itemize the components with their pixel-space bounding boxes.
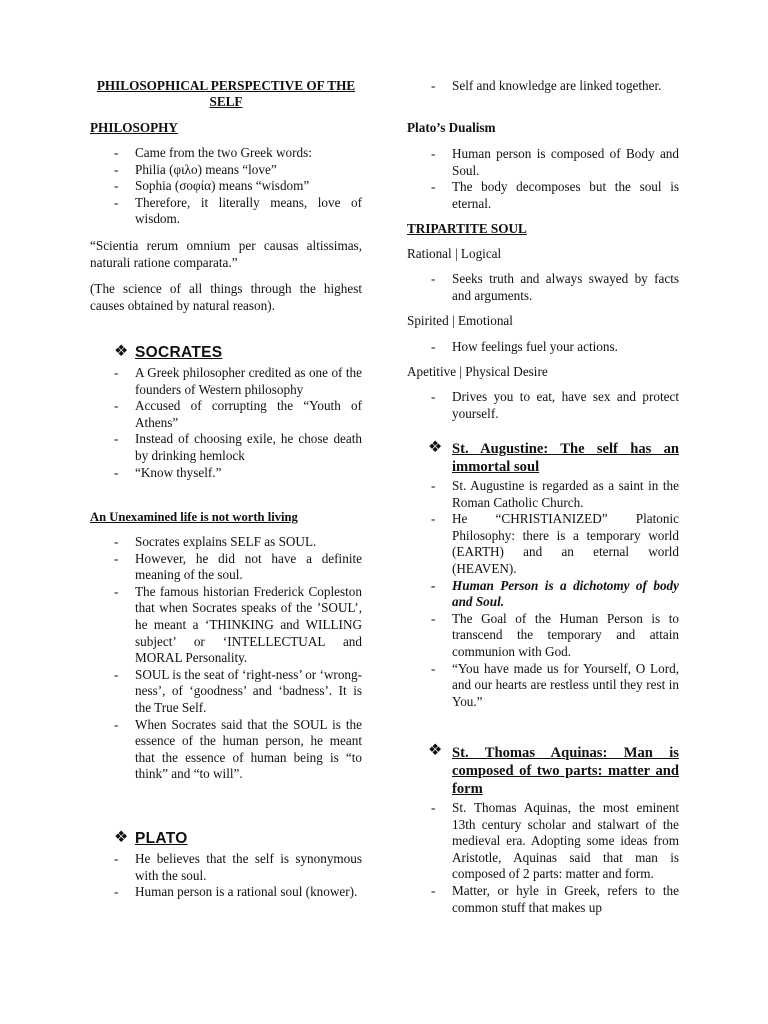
list-item: - Sophia (σοφία) means “wisdom”	[90, 178, 362, 195]
unexamined-heading: An Unexamined life is not worth living	[90, 510, 298, 524]
list-item: - Instead of choosing exile, he chose death by drinking hemlock	[90, 431, 362, 464]
unexamined-list	[90, 534, 362, 783]
spirited-label: Spirited | Emotional	[407, 313, 513, 328]
plato-heading: PLATO	[135, 830, 188, 847]
list-item: - The Goal of the Human Person is to transcend the temporary and attain communion with God.	[407, 611, 679, 661]
plato-list	[90, 851, 362, 901]
diamond-bullet-icon: ❖	[428, 742, 443, 759]
list-item: - The body decomposes but the soul is eternal.	[407, 179, 679, 212]
list-item: - However, he did not have a definite meaning of the soul.	[90, 551, 362, 584]
diamond-bullet-icon: ❖	[114, 343, 129, 360]
list-item: - A Greek philosopher credited as one of the founders of Western philosophy	[90, 365, 362, 398]
socrates-heading: SOCRATES	[135, 344, 223, 361]
appetitive-label: Apetitive | Physical Desire	[407, 364, 548, 379]
list-item: - Human person is a rational soul (knower).	[90, 884, 362, 901]
list-item: - “You have made us for Yourself, O Lord, and our hearts are restless until they rest in You.”	[407, 661, 679, 711]
list-item: - He “CHRISTIANIZED” Platonic Philosophy: there is a temporary world (EARTH) and an eternal world (HEAVEN).	[407, 511, 679, 577]
list-item: - Philia (φιλο) means “love”	[90, 162, 362, 179]
list-item: - How feelings fuel your actions.	[407, 339, 679, 356]
diamond-bullet-icon: ❖	[428, 439, 443, 456]
philosophy-list	[90, 145, 362, 228]
list-item: - Therefore, it literally means, love of wisdom.	[90, 195, 362, 228]
list-item: - Socrates explains SELF as SOUL.	[90, 534, 362, 551]
dualism-list	[407, 146, 679, 212]
dualism-heading: Plato’s Dualism	[407, 120, 496, 135]
list-item: - St. Augustine is regarded as a saint in the Roman Catholic Church.	[407, 478, 679, 511]
list-item: - He believes that the self is synonymous with the soul.	[90, 851, 362, 884]
list-item: - SOUL is the seat of ‘right-ness’ or ‘wrong-ness’, of ‘goodness’ and ‘badness’. It is the True Self.	[90, 667, 362, 717]
list-item: - Human Person is a dichotomy of body and Soul.	[407, 578, 679, 611]
page-title: PHILOSOPHICAL PERSPECTIVE OF THE SELF	[96, 78, 356, 109]
list-item: - Self and knowledge are linked together.	[407, 78, 679, 95]
translation: (The science of all things through the highest causes obtained by natural reason).	[90, 281, 362, 313]
list-item: - Accused of corrupting the “Youth of Athens”	[90, 398, 362, 431]
augustine-list	[407, 478, 679, 710]
list-item: - Came from the two Greek words:	[90, 145, 362, 162]
list-item: - Human person is composed of Body and Soul.	[407, 146, 679, 179]
spirited-list	[407, 339, 679, 356]
plato-list-continued	[407, 78, 679, 95]
list-item: - Drives you to eat, have sex and protect yourself.	[407, 389, 679, 422]
appetitive-list	[407, 389, 679, 422]
augustine-heading: St. Augustine: The self has an immortal soul	[452, 441, 679, 475]
list-item: - The famous historian Frederick Copleston that when Socrates speaks of the ’SOUL’, he meant a ‘THINKING and WILLING subject’ or ‘INTELLECTUAL and MORAL Personality.	[90, 584, 362, 667]
aquinas-list	[407, 800, 679, 916]
rational-list	[407, 271, 679, 304]
socrates-list	[90, 365, 362, 481]
list-item: - Matter, or hyle in Greek, refers to the common stuff that makes up	[407, 883, 679, 916]
list-item: - Seeks truth and always swayed by facts and arguments.	[407, 271, 679, 304]
latin-quote: “Scientia rerum omnium per causas altissimas, naturali ratione comparata.”	[90, 238, 362, 270]
philosophy-heading: PHILOSOPHY	[90, 120, 178, 135]
list-item: - St. Thomas Aquinas, the most eminent 13th century scholar and stalwart of the medieval era. Adopting some ideas from Aristotle, Aquinas said that man is composed of 2 parts: matter and form.	[407, 800, 679, 883]
list-item: - “Know thyself.”	[90, 465, 362, 482]
list-item: - When Socrates said that the SOUL is the essence of the human person, he meant that the essence of human being is “to think” and “to will”.	[90, 717, 362, 783]
aquinas-heading: St. Thomas Aquinas: Man is composed of two parts: matter and form	[452, 745, 679, 797]
tripartite-heading: TRIPARTITE SOUL	[407, 221, 527, 236]
rational-label: Rational | Logical	[407, 246, 502, 261]
diamond-bullet-icon: ❖	[114, 829, 129, 846]
